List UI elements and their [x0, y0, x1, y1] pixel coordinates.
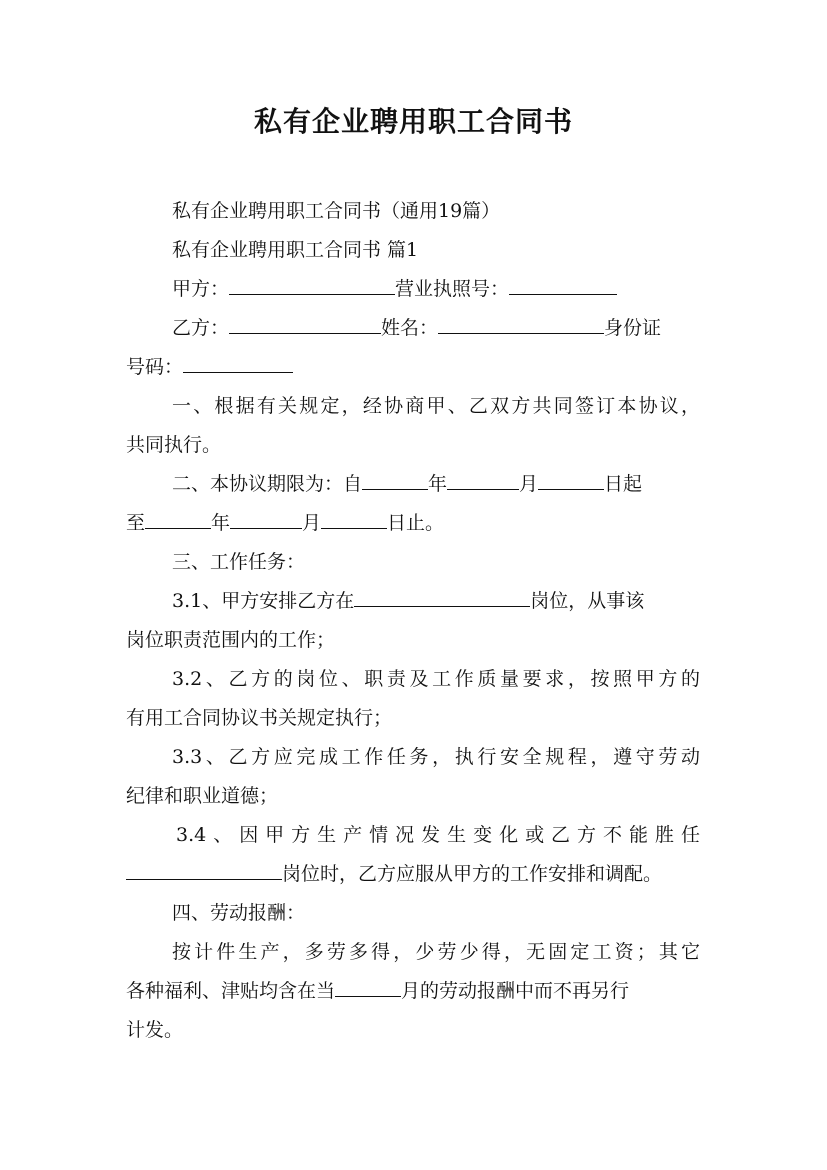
clause-4-heading: 四、劳动报酬： — [172, 902, 306, 924]
clause-2-end-day: 日止。 — [387, 512, 445, 534]
clause-2-end-month: 月 — [302, 512, 322, 534]
party-b-label: 乙方： — [172, 317, 230, 339]
clause-4-text-b: 月的劳动报酬中而不再另行 — [401, 980, 630, 1002]
clause-4-line-1: 按计件生产，多劳多得，少劳少得，无固定工资；其它 — [172, 941, 700, 963]
clause-3-1-text: 3.1、甲方安排乙方在 — [172, 590, 355, 612]
start-day-blank — [538, 471, 604, 490]
clause-2-month: 月 — [519, 473, 539, 495]
clause-3-1-text-b: 岗位，从事该 — [530, 590, 645, 612]
clause-2-end-year: 年 — [211, 512, 231, 534]
party-b-id-line — [126, 354, 293, 380]
clause-4-text-a: 各种福利、津贴均含在当 — [126, 980, 336, 1002]
clause-3-4-text: 岗位时，乙方应服从甲方的工作安排和调配。 — [282, 863, 663, 885]
position-blank-2 — [126, 861, 282, 880]
end-year-blank — [145, 510, 211, 529]
clause-2-year: 年 — [428, 473, 448, 495]
clause-3-4-line-2 — [126, 861, 662, 887]
clause-3-1-line-1 — [172, 588, 644, 614]
document-title: 私有企业聘用职工合同书 — [253, 105, 573, 138]
end-day-blank — [321, 510, 387, 529]
clause-1-line-1: 一、根据有关规定，经协商甲、乙双方共同签订本协议， — [172, 395, 700, 417]
clause-4-line-2 — [126, 978, 629, 1004]
license-label: 营业执照号： — [395, 278, 510, 300]
clause-2-line-2 — [126, 510, 444, 536]
start-year-blank — [362, 471, 428, 490]
clause-3-1-line-2: 岗位职责范围内的工作； — [126, 629, 336, 651]
party-b-blank — [229, 315, 381, 334]
clause-2-day: 日起 — [604, 473, 643, 495]
clause-3-4-line-1: 3.4、因甲方生产情况发生变化或乙方不能胜任 — [176, 824, 700, 846]
license-blank — [509, 276, 617, 295]
name-blank — [438, 315, 604, 334]
clause-1-line-2: 共同执行。 — [126, 434, 222, 456]
clause-2-text: 二、本协议期限为：自 — [172, 473, 363, 495]
clause-3-heading: 三、工作任务： — [172, 551, 306, 573]
month-blank — [335, 978, 401, 997]
id-blank — [183, 354, 293, 373]
start-month-blank — [447, 471, 519, 490]
party-a-line — [172, 276, 617, 302]
party-a-label: 甲方： — [172, 278, 230, 300]
clause-4-line-3: 计发。 — [126, 1019, 184, 1041]
position-blank — [354, 588, 530, 607]
id-label-part2: 号码： — [126, 356, 184, 378]
party-a-blank — [229, 276, 395, 295]
clause-3-3-line-2: 纪律和职业道德； — [126, 785, 279, 807]
id-label-part1: 身份证 — [604, 317, 662, 339]
name-label: 姓名： — [381, 317, 439, 339]
clause-3-2-line-1: 3.2、乙方的岗位、职责及工作质量要求，按照甲方的 — [172, 668, 700, 690]
document-subtitle: 私有企业聘用职工合同书（通用19篇） — [172, 200, 501, 222]
party-b-line — [172, 315, 661, 341]
clause-3-3-line-1: 3.3、乙方应完成工作任务，执行安全规程，遵守劳动 — [172, 746, 700, 768]
clause-3-2-line-2: 有用工合同协议书关规定执行； — [126, 707, 393, 729]
end-month-blank — [230, 510, 302, 529]
clause-2-to: 至 — [126, 512, 146, 534]
section-heading: 私有企业聘用职工合同书 篇1 — [172, 239, 419, 261]
clause-2-line-1 — [172, 471, 642, 497]
